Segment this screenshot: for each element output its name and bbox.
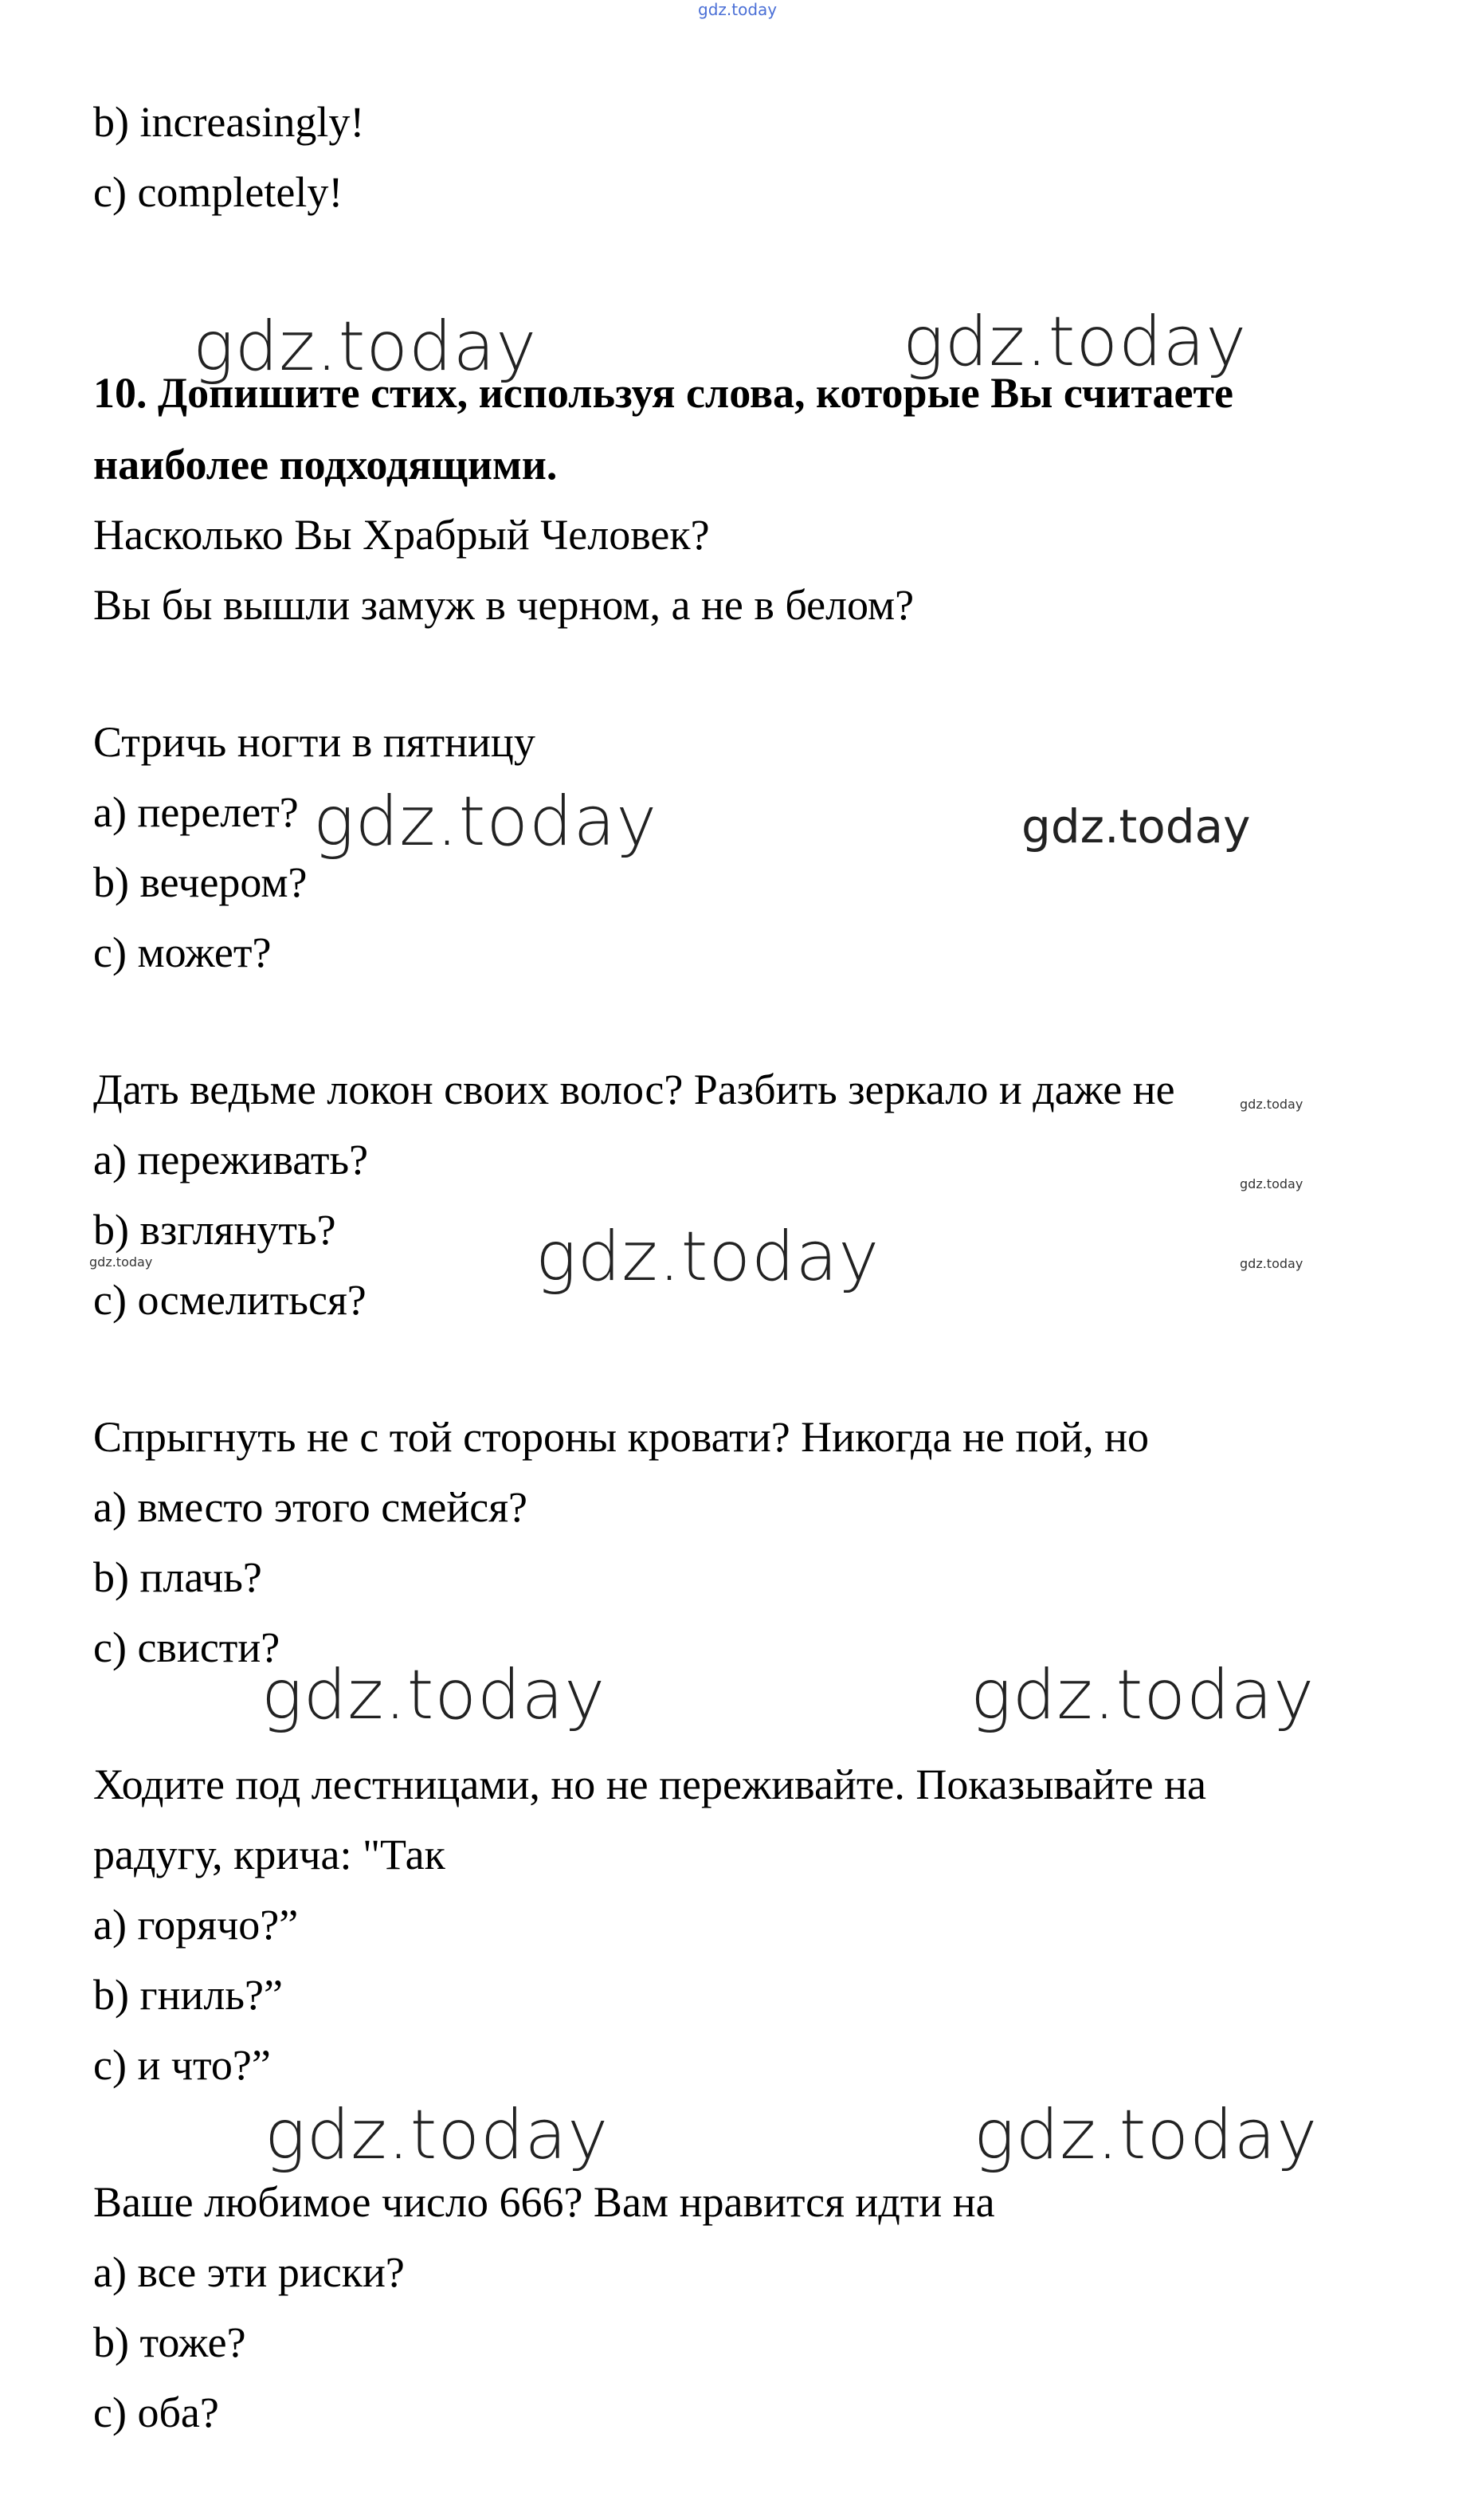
- watermark: gdz.today: [265, 2095, 610, 2175]
- watermark-small: gdz.today: [1240, 1256, 1303, 1271]
- watermark-small: gdz.today: [1240, 1176, 1303, 1191]
- text-line: Стричь ногти в пятницу: [93, 718, 535, 766]
- option-a: a) горячо?”: [93, 1901, 299, 1949]
- option-b: b) взглянуть?: [93, 1206, 336, 1254]
- option-b: b) тоже?: [93, 2318, 246, 2366]
- option-b: b) гниль?”: [93, 1971, 283, 2019]
- text-line: Спрыгнуть не с той стороны кровати? Никогда не пой, но: [93, 1413, 1150, 1461]
- watermark-top: gdz.today: [698, 0, 778, 19]
- option-c: c) и что?”: [93, 2041, 271, 2089]
- watermark: gdz.today: [974, 2095, 1319, 2175]
- option-a: a) все эти риски?: [93, 2248, 405, 2296]
- option-b: b) плачь?: [93, 1553, 262, 1601]
- task-heading: наиболее подходящими.: [93, 441, 558, 489]
- text-line: Вы бы вышли замуж в черном, а не в белом?: [93, 581, 915, 629]
- option-c: c) может?: [93, 928, 272, 976]
- text-line: c) completely!: [93, 168, 343, 216]
- watermark: gdz.today: [261, 1655, 606, 1735]
- text-line: b) increasingly!: [93, 98, 365, 146]
- option-c: c) оба?: [93, 2389, 219, 2436]
- watermark: gdz.today: [1021, 799, 1251, 854]
- task-heading: 10. Допишите стих, используя слова, которые Вы считаете: [93, 369, 1233, 417]
- text-line: радугу, крича: "Так: [93, 1831, 445, 1878]
- watermark: gdz.today: [535, 1217, 880, 1297]
- text-line: Насколько Вы Храбрый Человек?: [93, 511, 710, 559]
- text-line: Ходите под лестницами, но не переживайте. Показывайте на: [93, 1760, 1206, 1808]
- option-a: a) переживать?: [93, 1136, 369, 1183]
- option-b: b) вечером?: [93, 858, 308, 906]
- option-c: c) свисти?: [93, 1623, 280, 1671]
- watermark: gdz.today: [970, 1655, 1315, 1735]
- watermark: gdz.today: [193, 307, 538, 387]
- option-c: c) осмелиться?: [93, 1276, 367, 1324]
- option-a: a) перелет?: [93, 788, 299, 836]
- watermark-small: gdz.today: [1240, 1097, 1303, 1112]
- text-line: Ваше любимое число 666? Вам нравится идти на: [93, 2178, 995, 2226]
- watermark: gdz.today: [903, 302, 1248, 382]
- text-line: Дать ведьме локон своих волос? Разбить зеркало и даже не: [93, 1066, 1175, 1113]
- watermark-small: gdz.today: [89, 1254, 153, 1270]
- watermark: gdz.today: [313, 782, 658, 862]
- option-a: a) вместо этого смейся?: [93, 1483, 528, 1531]
